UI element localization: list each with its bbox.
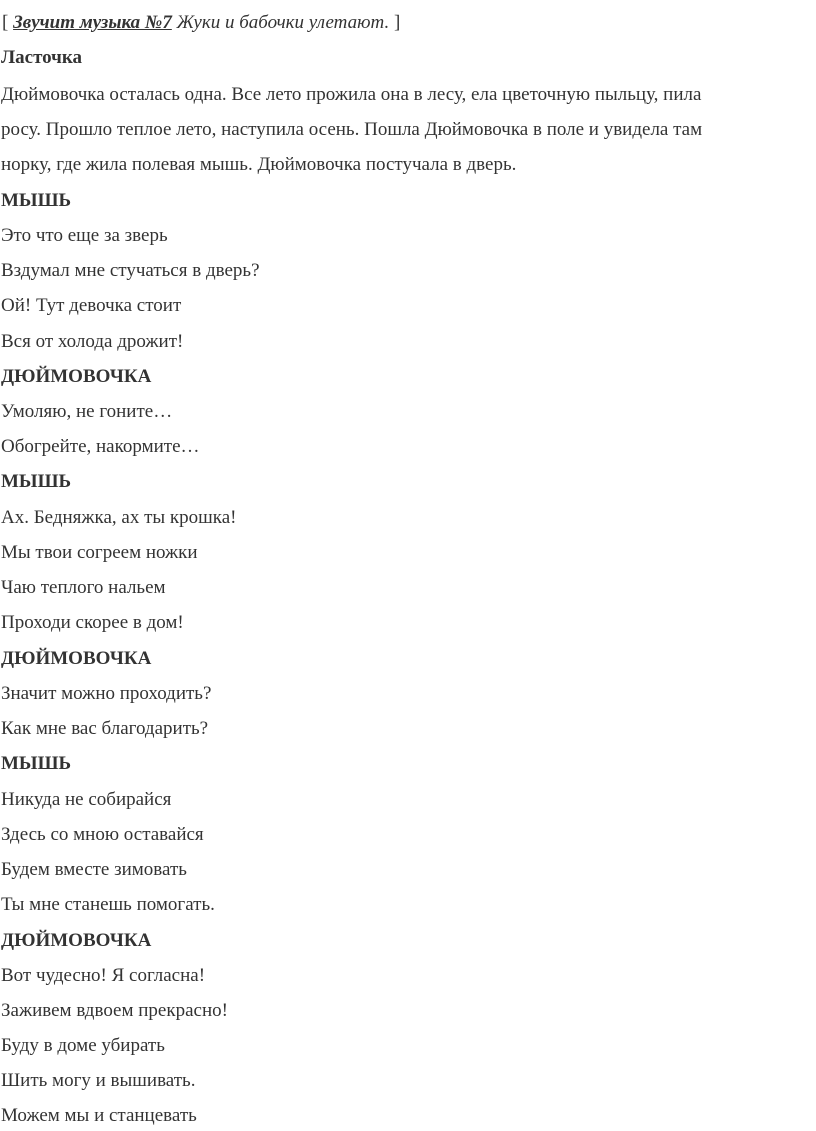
verse-line: Шить могу и вышивать. bbox=[1, 1070, 196, 1091]
speaker-name: ДЮЙМОВОЧКА bbox=[1, 648, 152, 669]
speaker-name: МЫШЬ bbox=[1, 753, 72, 774]
stage-direction bbox=[2, 11, 400, 35]
verse-line: Заживем вдвоем прекрасно! bbox=[1, 1000, 228, 1021]
verse-line: Можем мы и станцевать bbox=[1, 1105, 197, 1126]
speaker-name: Ласточка bbox=[1, 47, 83, 68]
verse-line: Ой! Тут девочка стоит bbox=[1, 295, 182, 316]
verse-line: Здесь со мною оставайся bbox=[1, 824, 204, 845]
verse-line: Никуда не собирайся bbox=[1, 789, 172, 810]
music-cue: Звучит музыка №7 bbox=[13, 12, 172, 33]
verse-line: Ах. Бедняжка, ах ты крошка! bbox=[1, 507, 237, 528]
open-bracket: [ bbox=[2, 12, 9, 33]
speaker-name: ДЮЙМОВОЧКА bbox=[1, 930, 152, 951]
narration-line: росу. Прошло теплое лето, наступила осень. Пошла Дюймовочка в поле и увидела там bbox=[1, 119, 703, 140]
speaker-name: МЫШЬ bbox=[1, 471, 72, 492]
verse-line: Как мне вас благодарить? bbox=[1, 718, 209, 739]
speaker-name: ДЮЙМОВОЧКА bbox=[1, 366, 152, 387]
verse-line: Это что еще за зверь bbox=[1, 225, 168, 246]
narration-line: Дюймовочка осталась одна. Все лето прожила она в лесу, ела цветочную пыльцу, пила bbox=[1, 84, 702, 105]
verse-line: Мы твои согреем ножки bbox=[1, 542, 198, 563]
verse-line: Буду в доме убирать bbox=[1, 1035, 165, 1056]
verse-line: Значит можно проходить? bbox=[1, 683, 212, 704]
verse-line: Ты мне станешь помогать. bbox=[1, 894, 215, 915]
narration-line: норку, где жила полевая мышь. Дюймовочка постучала в дверь. bbox=[1, 154, 517, 175]
verse-line: Будем вместе зимовать bbox=[1, 859, 187, 880]
verse-line: Вся от холода дрожит! bbox=[1, 331, 184, 352]
speaker-name: МЫШЬ bbox=[1, 190, 72, 211]
verse-line: Вздумал мне стучаться в дверь? bbox=[1, 260, 260, 281]
verse-line: Умоляю, не гоните… bbox=[1, 401, 173, 422]
verse-line: Проходи скорее в дом! bbox=[1, 612, 184, 633]
verse-line: Вот чудесно! Я согласна! bbox=[1, 965, 206, 986]
stage-note: Жуки и бабочки улетают. bbox=[176, 12, 390, 33]
close-bracket: ] bbox=[393, 12, 401, 33]
verse-line: Чаю теплого нальем bbox=[1, 577, 166, 598]
verse-line: Обогрейте, накормите… bbox=[1, 436, 200, 457]
